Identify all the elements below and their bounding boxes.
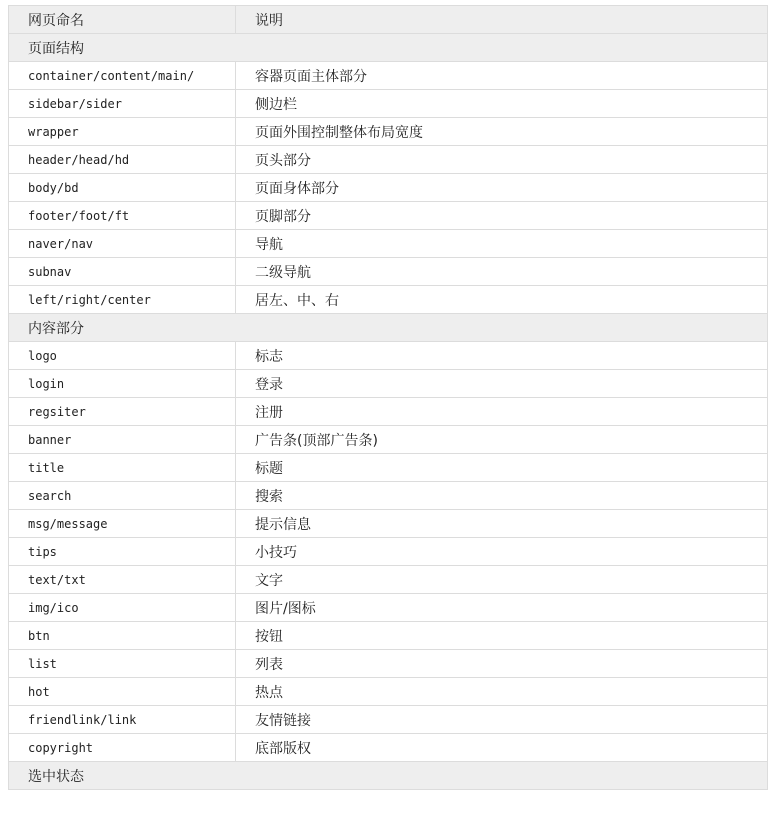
table-row bbox=[9, 622, 768, 650]
description-cell: 容器页面主体部分 bbox=[236, 62, 768, 90]
table-row bbox=[9, 370, 768, 398]
class-name-cell: subnav bbox=[9, 258, 236, 286]
description-cell: 登录 bbox=[236, 370, 768, 398]
table-row bbox=[9, 230, 768, 258]
class-name-cell: title bbox=[9, 454, 236, 482]
class-name-cell: friendlink/link bbox=[9, 706, 236, 734]
class-name-cell: header/head/hd bbox=[9, 146, 236, 174]
section-header-row bbox=[9, 34, 768, 62]
class-name-cell: sidebar/sider bbox=[9, 90, 236, 118]
class-name-cell: regsiter bbox=[9, 398, 236, 426]
table-row bbox=[9, 678, 768, 706]
table-body bbox=[9, 6, 768, 790]
table-row bbox=[9, 202, 768, 230]
section-title: 选中状态 bbox=[9, 762, 768, 790]
class-name-cell: body/bd bbox=[9, 174, 236, 202]
table-row bbox=[9, 286, 768, 314]
table-row bbox=[9, 650, 768, 678]
description-cell: 页面身体部分 bbox=[236, 174, 768, 202]
class-name-cell: btn bbox=[9, 622, 236, 650]
section-title: 页面结构 bbox=[9, 34, 768, 62]
table-header-row bbox=[9, 6, 768, 34]
class-name-cell: login bbox=[9, 370, 236, 398]
section-header-row bbox=[9, 314, 768, 342]
table-row bbox=[9, 174, 768, 202]
table-row bbox=[9, 398, 768, 426]
class-name-cell: footer/foot/ft bbox=[9, 202, 236, 230]
table-row bbox=[9, 538, 768, 566]
class-name-cell: logo bbox=[9, 342, 236, 370]
section-title: 内容部分 bbox=[9, 314, 768, 342]
class-name-cell: container/content/main/ bbox=[9, 62, 236, 90]
description-cell: 搜索 bbox=[236, 482, 768, 510]
table-row bbox=[9, 734, 768, 762]
description-cell: 友情链接 bbox=[236, 706, 768, 734]
description-cell: 二级导航 bbox=[236, 258, 768, 286]
description-cell: 页头部分 bbox=[236, 146, 768, 174]
section-header-row bbox=[9, 762, 768, 790]
table-row bbox=[9, 706, 768, 734]
table-row bbox=[9, 482, 768, 510]
class-name-cell: text/txt bbox=[9, 566, 236, 594]
class-name-cell: tips bbox=[9, 538, 236, 566]
header-desc-cell: 说明 bbox=[236, 6, 768, 34]
class-name-cell: img/ico bbox=[9, 594, 236, 622]
header-name-cell: 网页命名 bbox=[9, 6, 236, 34]
class-name-cell: naver/nav bbox=[9, 230, 236, 258]
class-name-cell: list bbox=[9, 650, 236, 678]
table-row bbox=[9, 258, 768, 286]
table-row bbox=[9, 426, 768, 454]
description-cell: 侧边栏 bbox=[236, 90, 768, 118]
description-cell: 页面外围控制整体布局宽度 bbox=[236, 118, 768, 146]
description-cell: 底部版权 bbox=[236, 734, 768, 762]
description-cell: 注册 bbox=[236, 398, 768, 426]
table-row bbox=[9, 594, 768, 622]
class-name-cell: search bbox=[9, 482, 236, 510]
table-row bbox=[9, 118, 768, 146]
description-cell: 页脚部分 bbox=[236, 202, 768, 230]
description-cell: 热点 bbox=[236, 678, 768, 706]
class-name-cell: wrapper bbox=[9, 118, 236, 146]
class-name-cell: left/right/center bbox=[9, 286, 236, 314]
description-cell: 按钮 bbox=[236, 622, 768, 650]
description-cell: 标题 bbox=[236, 454, 768, 482]
table-row bbox=[9, 510, 768, 538]
description-cell: 小技巧 bbox=[236, 538, 768, 566]
description-cell: 列表 bbox=[236, 650, 768, 678]
class-name-cell: msg/message bbox=[9, 510, 236, 538]
description-cell: 导航 bbox=[236, 230, 768, 258]
description-cell: 文字 bbox=[236, 566, 768, 594]
description-cell: 提示信息 bbox=[236, 510, 768, 538]
description-cell: 标志 bbox=[236, 342, 768, 370]
description-cell: 居左、中、右 bbox=[236, 286, 768, 314]
description-cell: 图片/图标 bbox=[236, 594, 768, 622]
table-row bbox=[9, 62, 768, 90]
table-row bbox=[9, 454, 768, 482]
naming-convention-table bbox=[8, 5, 768, 790]
table-row bbox=[9, 90, 768, 118]
class-name-cell: hot bbox=[9, 678, 236, 706]
table-row bbox=[9, 566, 768, 594]
table-row bbox=[9, 342, 768, 370]
table-row bbox=[9, 146, 768, 174]
class-name-cell: copyright bbox=[9, 734, 236, 762]
description-cell: 广告条(顶部广告条) bbox=[236, 426, 768, 454]
class-name-cell: banner bbox=[9, 426, 236, 454]
